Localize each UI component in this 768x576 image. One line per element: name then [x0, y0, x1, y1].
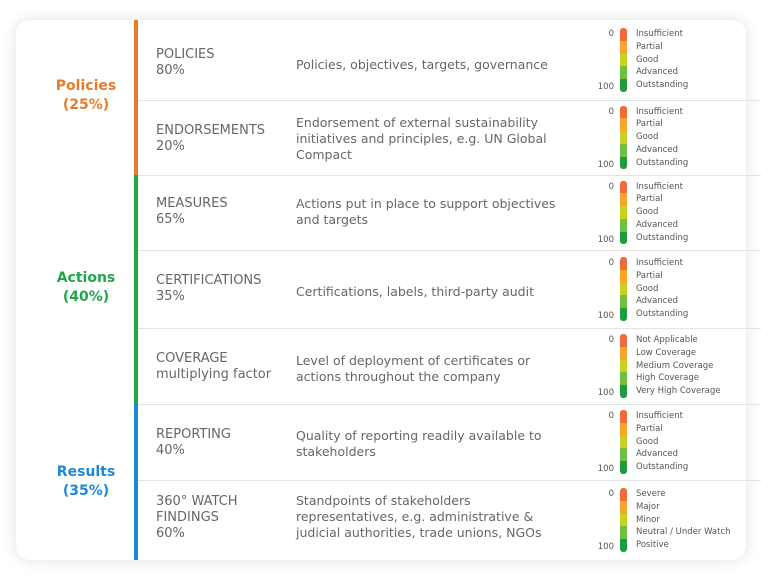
level-label: Outstanding	[636, 309, 689, 320]
category-weight: (25%)	[62, 97, 110, 113]
level-label: Insufficient	[636, 181, 683, 192]
gauge-segment	[620, 334, 627, 347]
scale-min-label: 0	[608, 106, 614, 117]
scale-max-label: 100	[597, 159, 614, 170]
criterion-weight: 60%	[156, 526, 185, 541]
level-label: Neutral / Under Watch	[636, 527, 731, 538]
level-label: Good	[636, 54, 659, 65]
level-label: Good	[636, 436, 659, 447]
gauge-segment	[620, 308, 627, 321]
criterion-row	[138, 100, 761, 176]
gauge-segment	[620, 514, 627, 527]
rating-scale	[594, 28, 764, 92]
gauge-segment	[620, 66, 627, 79]
gauge-segment	[620, 436, 627, 449]
level-label: Outstanding	[636, 232, 689, 243]
gauge-segment	[620, 539, 627, 552]
rating-scale	[594, 334, 764, 398]
criterion-name	[156, 47, 284, 79]
level-label: Positive	[636, 540, 669, 551]
category-name: Actions	[56, 270, 116, 286]
gradient-gauge	[620, 488, 627, 552]
criterion-weight: 35%	[156, 289, 185, 304]
gauge-segment	[620, 219, 627, 232]
gauge-segment	[620, 410, 627, 423]
scale-min-label: 0	[608, 29, 614, 39]
gauge-segment	[620, 461, 627, 474]
level-label: Outstanding	[636, 462, 689, 473]
criterion-row	[138, 404, 761, 481]
gauge-segment	[620, 206, 627, 219]
scale-min-label: 0	[608, 335, 614, 345]
gauge-segment	[620, 232, 627, 245]
rating-scale	[594, 488, 764, 552]
scoring-methodology-card	[16, 20, 746, 560]
gauge-segment	[620, 181, 627, 194]
level-label: Partial	[636, 119, 663, 130]
category-label-policies	[46, 77, 126, 115]
criterion-title: 360° WATCH FINDINGS	[156, 494, 238, 525]
gradient-gauge	[620, 334, 627, 398]
gauge-segment	[620, 385, 627, 398]
criterion-description: Quality of reporting readily available to stakeholders	[296, 428, 542, 459]
level-label: Low Coverage	[636, 347, 697, 358]
gauge-segment	[620, 283, 627, 296]
level-label: Good	[636, 132, 659, 143]
category-label-actions	[46, 269, 126, 307]
category-weight: (35%)	[62, 483, 110, 499]
rating-scale	[594, 106, 764, 170]
level-label: Advanced	[636, 144, 678, 155]
gauge-segment	[620, 501, 627, 514]
scale-min-label: 0	[608, 258, 614, 268]
level-label: Partial	[636, 41, 663, 52]
criterion-title: COVERAGE	[156, 351, 228, 366]
rating-scale	[594, 181, 764, 245]
gauge-segment	[620, 488, 627, 501]
criterion-weight: 40%	[156, 443, 185, 458]
criterion-name	[156, 123, 284, 155]
scale-max-label: 100	[597, 82, 614, 92]
criterion-title: REPORTING	[156, 427, 231, 442]
gauge-segment	[620, 144, 627, 157]
level-label: Insufficient	[636, 411, 683, 421]
criterion-description: Level of deployment of certificates or actions throughout the company	[296, 353, 531, 384]
criterion-weight: 20%	[156, 139, 185, 154]
level-label: Insufficient	[636, 29, 683, 39]
level-label: Advanced	[636, 219, 678, 230]
level-label: Good	[636, 207, 659, 218]
level-label: Advanced	[636, 67, 678, 78]
level-label: Insufficient	[636, 258, 683, 268]
gradient-gauge	[620, 410, 627, 474]
scale-max-label: 100	[597, 464, 614, 474]
gauge-segment	[620, 41, 627, 54]
level-label: Good	[636, 283, 659, 294]
criterion-title: POLICIES	[156, 47, 215, 62]
level-label: High Coverage	[636, 373, 699, 384]
gauge-segment	[620, 347, 627, 360]
gauge-segment	[620, 448, 627, 461]
level-label: Severe	[636, 489, 666, 499]
level-label: Advanced	[636, 449, 678, 460]
level-label: Major	[636, 501, 660, 512]
criterion-description: Certifications, labels, third-party audit	[296, 284, 534, 299]
gauge-segment	[620, 193, 627, 206]
level-label: Very High Coverage	[636, 386, 721, 397]
gauge-segment	[620, 423, 627, 436]
level-label: Partial	[636, 194, 663, 205]
criterion-name	[156, 273, 284, 305]
scale-max-label: 100	[597, 311, 614, 321]
criterion-description: Standpoints of stakeholders representatives, e.g. administrative & judicial authorities, trade unions, NGOs	[296, 493, 542, 540]
gauge-segment	[620, 257, 627, 270]
criterion-title: MEASURES	[156, 196, 228, 211]
level-label: Insufficient	[636, 106, 683, 117]
gauge-segment	[620, 157, 627, 170]
criterion-row	[138, 328, 761, 405]
criterion-row	[138, 20, 761, 101]
scale-max-label: 100	[597, 542, 614, 552]
level-label: Medium Coverage	[636, 360, 714, 371]
gauge-segment	[620, 131, 627, 144]
criterion-name	[156, 494, 284, 542]
rating-scale	[594, 257, 764, 321]
gauge-segment	[620, 106, 627, 119]
gauge-segment	[620, 79, 627, 92]
criterion-weight: multiplying factor	[156, 367, 272, 382]
scale-max-label: 100	[597, 388, 614, 398]
gauge-segment	[620, 295, 627, 308]
scale-min-label: 0	[608, 181, 614, 192]
gauge-segment	[620, 118, 627, 131]
criterion-row	[138, 250, 761, 329]
level-label: Minor	[636, 514, 660, 525]
gauge-segment	[620, 270, 627, 283]
gauge-segment	[620, 28, 627, 41]
gradient-gauge	[620, 181, 627, 245]
criterion-name	[156, 427, 284, 459]
gauge-segment	[620, 526, 627, 539]
level-label: Outstanding	[636, 157, 689, 168]
gauge-segment	[620, 54, 627, 67]
criterion-name	[156, 196, 284, 228]
scale-max-label: 100	[597, 234, 614, 245]
criterion-description: Policies, objectives, targets, governance	[296, 57, 548, 72]
level-label: Not Applicable	[636, 335, 698, 345]
level-label: Outstanding	[636, 80, 689, 91]
criterion-row	[138, 175, 761, 251]
gauge-segment	[620, 372, 627, 385]
criterion-title: CERTIFICATIONS	[156, 273, 262, 288]
gradient-gauge	[620, 106, 627, 170]
level-label: Partial	[636, 423, 663, 434]
gradient-gauge	[620, 257, 627, 321]
level-label: Advanced	[636, 296, 678, 307]
scale-min-label: 0	[608, 489, 614, 499]
level-label: Partial	[636, 270, 663, 281]
rating-scale	[594, 410, 764, 474]
criterion-weight: 80%	[156, 63, 185, 78]
gauge-segment	[620, 360, 627, 373]
category-label-results	[46, 463, 126, 501]
criterion-description: Actions put in place to support objectives and targets	[296, 196, 556, 227]
gradient-gauge	[620, 28, 627, 92]
category-name: Policies	[55, 78, 117, 94]
criterion-row	[138, 480, 761, 560]
scale-min-label: 0	[608, 411, 614, 421]
criterion-description: Endorsement of external sustainability initiatives and principles, e.g. UN Global Compact	[296, 115, 547, 162]
category-weight: (40%)	[62, 289, 110, 305]
criterion-weight: 65%	[156, 212, 185, 227]
criterion-name	[156, 351, 284, 383]
category-name: Results	[56, 464, 116, 480]
criterion-title: ENDORSEMENTS	[156, 123, 266, 138]
